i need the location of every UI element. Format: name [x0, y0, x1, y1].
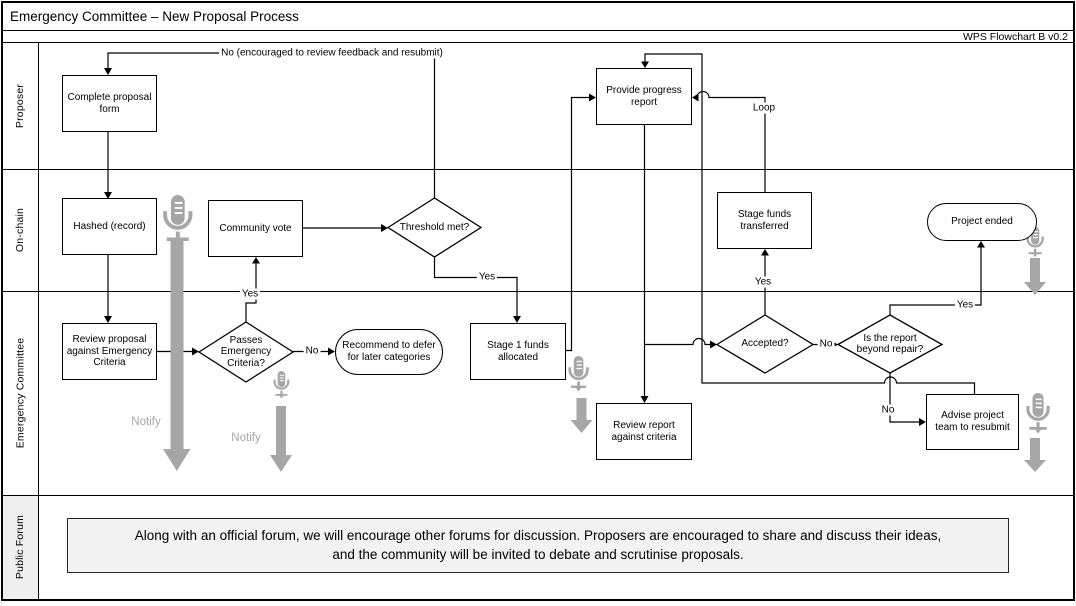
notify-arrow-icon: [163, 449, 191, 471]
edge-label-yes-repair: Yes: [956, 299, 974, 311]
node-passes-emergency-criteria: Passes Emergency Criteria?: [220, 334, 272, 369]
node-threshold-met: Threshold met?: [399, 221, 470, 233]
edge-label-yes-accepted: Yes: [754, 276, 772, 288]
notify-arrow-icon: [1024, 460, 1046, 472]
node-review-report-against-criteria: Review report against criteria: [596, 403, 692, 460]
microphone-icon: [165, 195, 190, 246]
public-forum-note: Along with an official forum, we will encourage other forums for discussion. Proposers are encouraged to share and discuss their ideas, and the community will be invited to debate and scrutinise proposals.: [67, 518, 1009, 573]
node-review-proposal: Review proposal against Emergency Criteria: [62, 323, 157, 380]
edge-label-no-resubmit: No (encouraged to review feedback and resubmit): [221, 47, 443, 59]
edge-label-no-defer: No: [305, 345, 319, 357]
node-report-beyond-repair: Is the report beyond repair?: [856, 332, 924, 355]
edge-label-yes-threshold: Yes: [478, 271, 496, 283]
lane-label-public-forum: Public Forum: [14, 514, 27, 580]
notify-arrow-icon: [1024, 282, 1046, 295]
lane-label-proposer: Proposer: [14, 83, 27, 129]
node-provide-progress-report: Provide progress report: [596, 68, 692, 125]
edge-label-no-accepted: No: [819, 338, 833, 350]
node-project-ended: Project ended: [927, 203, 1037, 241]
microphone-icon: [570, 356, 588, 391]
microphone-icon: [1028, 393, 1048, 434]
notify-arrow-icon: [571, 420, 593, 433]
notify-arrow-icon: [270, 455, 292, 472]
node-complete-proposal-form: Complete proposal form: [62, 75, 157, 132]
node-recommend-defer: Recommend to defer for later categories: [335, 329, 443, 375]
version-label: WPS Flowchart B v0.2: [3, 31, 1073, 43]
edge-label-no-repair: No: [881, 404, 895, 416]
node-hashed-record: Hashed (record): [62, 198, 157, 255]
edge-label-loop: Loop: [752, 102, 776, 114]
node-stage-funds-transferred: Stage funds transferred: [717, 192, 812, 249]
lane-label-onchain: On-chain: [14, 207, 27, 253]
node-stage1-funds-allocated: Stage 1 funds allocated: [470, 323, 566, 380]
lane-label-emergency-committee: Emergency Committee: [14, 337, 27, 449]
edge-label-yes-vote: Yes: [241, 288, 259, 300]
notify-label-onchain: Notify: [131, 416, 161, 428]
chart-title: Emergency Committee – New Proposal Process: [3, 3, 1073, 31]
node-advise-project-team-resubmit: Advise project team to resubmit: [926, 394, 1019, 450]
node-community-vote: Community vote: [208, 200, 303, 257]
notify-label-committee: Notify: [231, 432, 261, 444]
node-accepted: Accepted?: [741, 338, 789, 350]
